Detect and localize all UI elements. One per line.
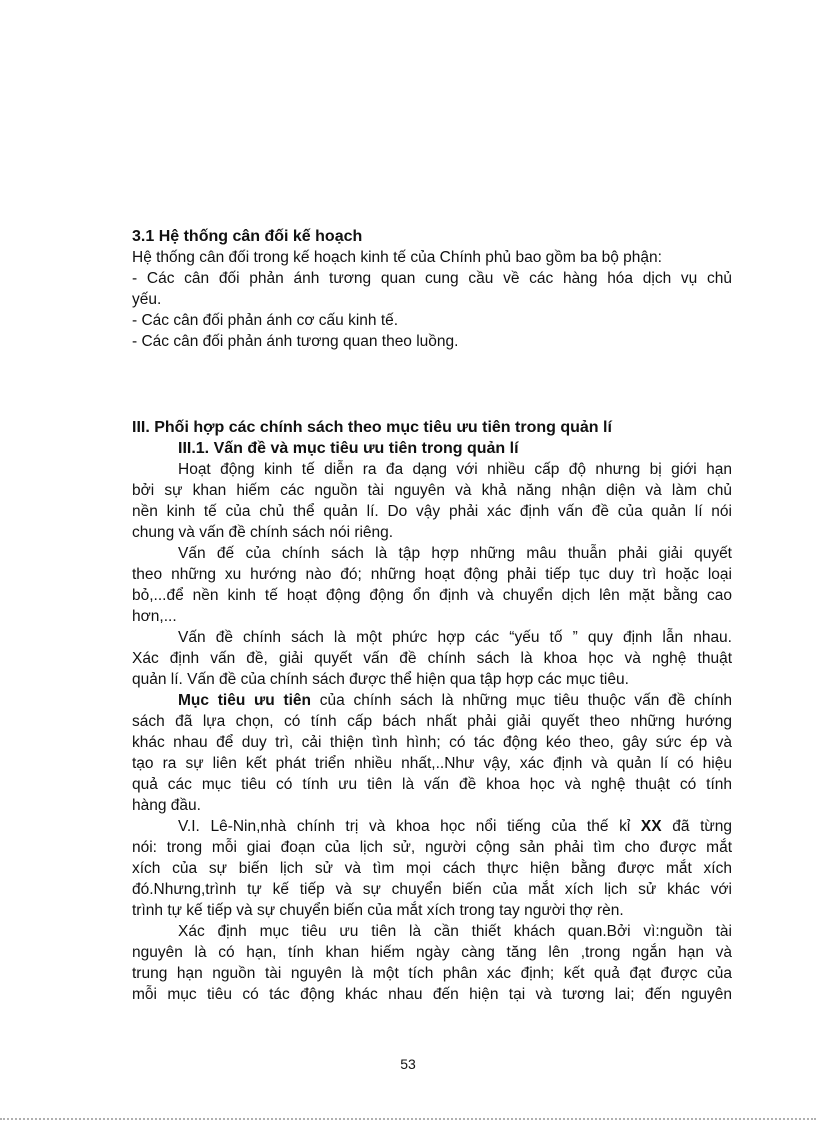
body-line: chung và vấn đề chính sách nói riêng. xyxy=(132,524,394,541)
body-line: - Các cân đối phản ánh cơ cấu kinh tế. xyxy=(132,312,399,329)
section-3 xyxy=(132,417,732,1005)
section-3-1 xyxy=(132,226,732,352)
body-line: nói: trong mỗi giai đoạn của lịch sử, người cộng sản phải tìm cho được mắt xyxy=(132,839,732,856)
bold-term: XX xyxy=(640,818,662,835)
body-line: bỏ,...để nền kinh tế hoạt động động ổn định và chuyển dịch lên mặt bằng cao xyxy=(132,587,732,604)
body-line: Vấn đế của chính sách là tập hợp những mâu thuẫn phải giải quyết xyxy=(178,545,732,562)
body-line xyxy=(132,690,732,711)
section-heading: III. Phối hợp các chính sách theo mục tiêu ưu tiên trong quản lí xyxy=(132,419,612,436)
body-line: Vấn đề chính sách là một phức hợp các “yếu tố ” quy định lẫn nhau. xyxy=(178,629,732,646)
body-line: hàng đầu. xyxy=(132,797,201,814)
body-line: yếu. xyxy=(132,291,162,308)
page-number: 53 xyxy=(400,1056,416,1072)
body-line: hơn,... xyxy=(132,608,177,625)
body-line: mỗi mục tiêu có tác động khác nhau đến hiện tại và tương lai; đến nguyên xyxy=(132,986,732,1003)
body-line: nền kinh tế của chủ thể quản lí. Do vậy phải xác định vấn đề của quản lí nói xyxy=(132,503,732,520)
body-line: trung hạn nguồn tài nguyên là một tích phân xác định; kết quả đạt được của xyxy=(132,965,732,982)
body-line: khác nhau để duy trì, cải thiện tình hình; có tác động kéo theo, gây sức ép và xyxy=(132,734,732,751)
body-line: theo những xu hướng nào đó; những hoạt động phải tiếp tục duy trì hoặc loại xyxy=(132,566,732,583)
body-line: - Các cân đối phản ánh tương quan cung cầu về các hàng hóa dịch vụ chủ xyxy=(132,270,732,287)
section-heading: 3.1 Hệ thống cân đối kế hoạch xyxy=(132,228,363,245)
subsection-heading: III.1. Vấn đề và mục tiêu ưu tiên trong quản lí xyxy=(178,440,519,457)
body-line: Hoạt động kinh tế diễn ra đa dạng với nhiều cấp độ nhưng bị giới hạn xyxy=(178,461,732,478)
body-line: trình tự kế tiếp và sự chuyển biến của mắt xích trong tay người thợ rèn. xyxy=(132,902,624,919)
body-text: V.I. Lê-Nin,nhà chính trị và khoa học nổi tiếng của thế kỉ xyxy=(178,818,641,835)
body-line: Xác định mục tiêu ưu tiên là cần thiết khách quan.Bởi vì:nguồn tài xyxy=(178,923,732,940)
body-line: Hệ thống cân đối trong kế hoạch kinh tế của Chính phủ bao gồm ba bộ phận: xyxy=(132,249,662,266)
body-line: quả các mục tiêu có tính ưu tiên là vấn đề khoa học và nghệ thuật có tính xyxy=(132,776,732,793)
body-line: Xác định vấn đề, giải quyết vấn đề chính sách là khoa học và nghệ thuật xyxy=(132,650,732,667)
bold-term: Mục tiêu ưu tiên xyxy=(178,692,312,709)
body-line: - Các cân đối phản ánh tương quan theo luồng. xyxy=(132,333,459,350)
body-line: xích của sự biến lịch sử và tìm mọi cách thực hiện bằng được mắt xích xyxy=(132,860,732,877)
body-line xyxy=(132,816,732,837)
body-line: tạo ra sự liên kết phát triển nhiều nhất,..Như vậy, xác định và quản lí có hiệu xyxy=(132,755,732,772)
body-line: sách đã lựa chọn, có tính cấp bách nhất phải giải quyết theo những hướng xyxy=(132,713,732,730)
page-bottom-rule xyxy=(0,1118,816,1120)
body-line: quản lí. Vấn đề của chính sách được thể hiện qua tập hợp các mục tiêu. xyxy=(132,671,629,688)
body-text: của chính sách là những mục tiêu thuộc vấn đề chính xyxy=(311,692,732,709)
body-line: nguyên là có hạn, tính khan hiếm ngày càng tăng lên ,trong ngắn hạn và xyxy=(132,944,732,961)
body-line: bởi sự khan hiếm các nguồn tài nguyên và khả năng nhận diện và làm chủ xyxy=(132,482,732,499)
body-line: đó.Nhưng,trình tự kế tiếp và sự chuyển biến của mắt xích lịch sử khác với xyxy=(132,881,732,898)
body-text: đã từng xyxy=(661,818,732,835)
